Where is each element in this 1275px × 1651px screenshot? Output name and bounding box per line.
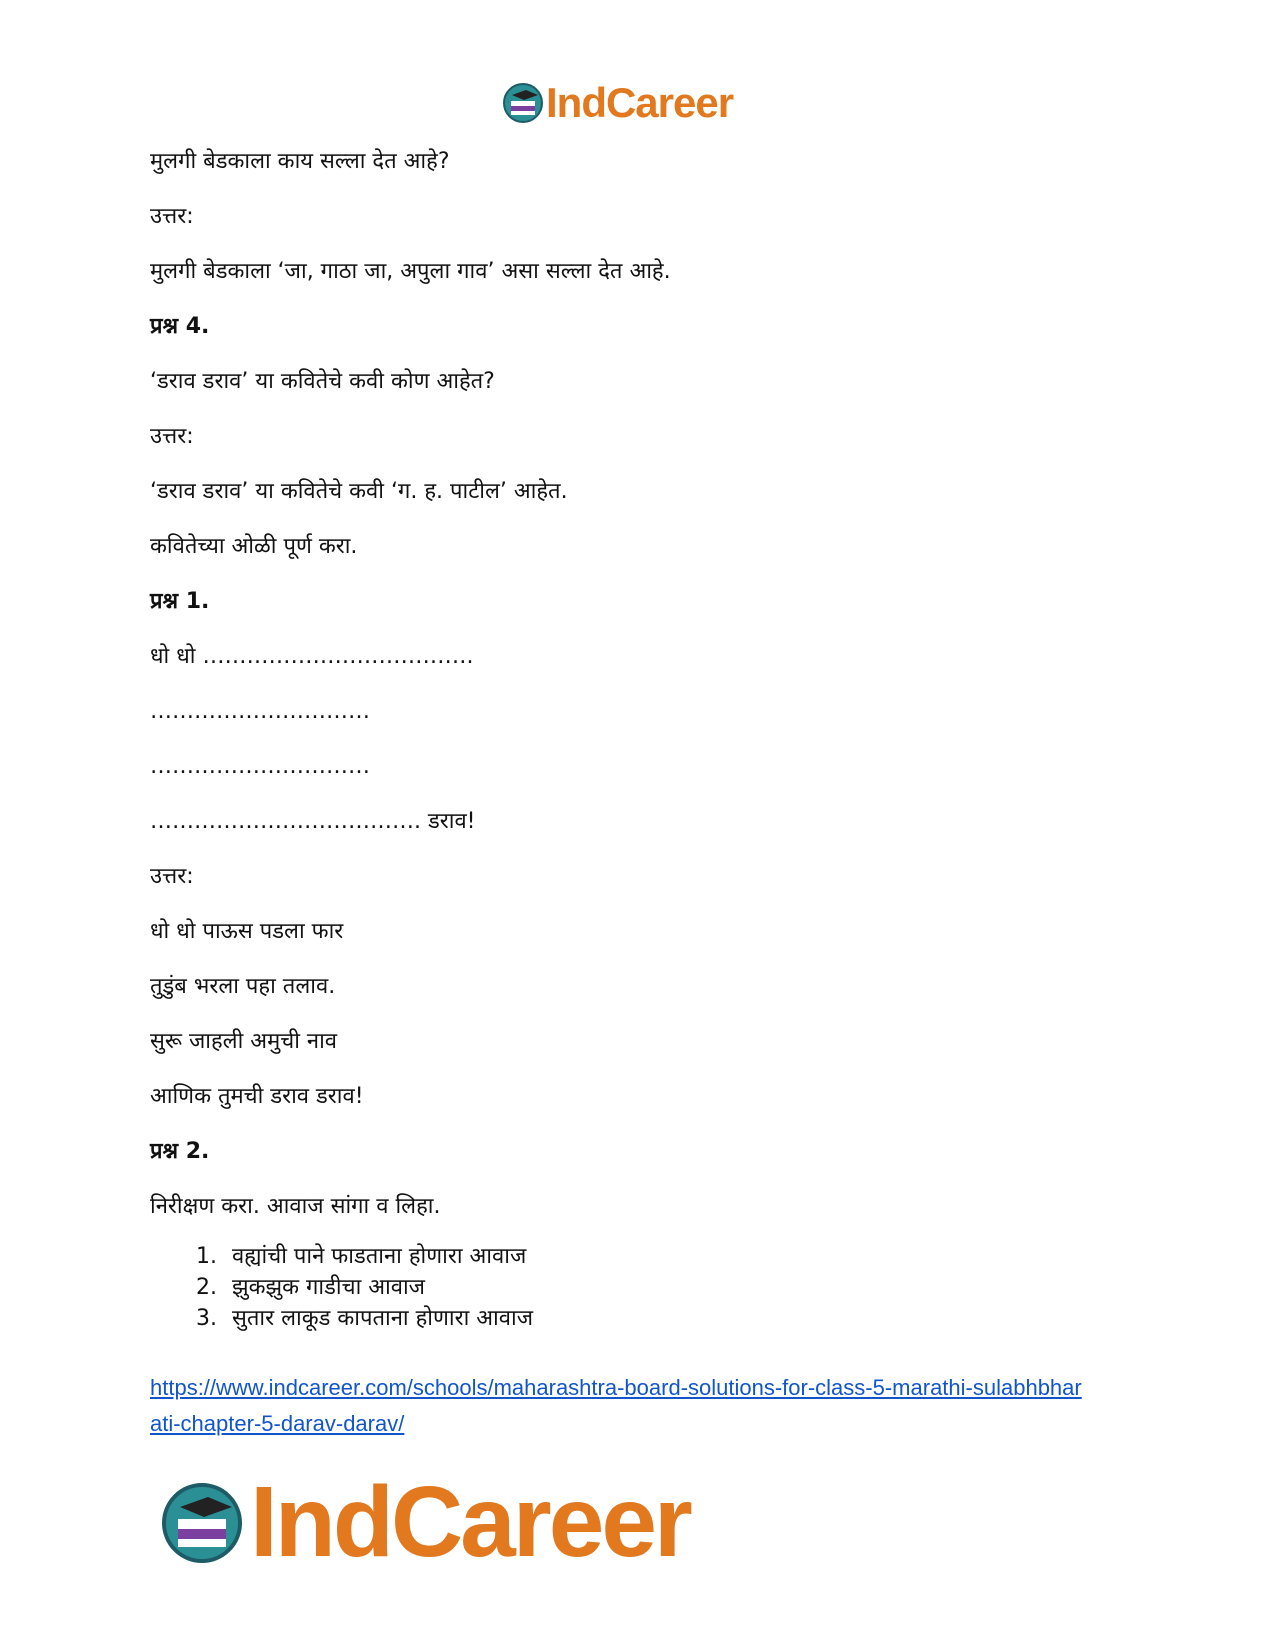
text-line: कवितेच्या ओळी पूर्ण करा. [150,534,358,559]
list-item: 3. सुतार लाकूड कापताना होणारा आवाज [224,1303,1130,1334]
text-line: तुडुंब भरला पहा तलाव. [150,974,336,999]
link-text: ati-chapter-5-darav-darav/ [150,1411,405,1436]
text-line: उत्तर: [150,204,194,229]
numbered-list [150,1241,1130,1334]
question-heading: प्रश्न 2. [150,1139,210,1164]
text-line: ………………………… [150,699,370,724]
text-line: ………………………………. डराव! [150,809,476,834]
question-heading: प्रश्न 1. [150,589,210,614]
question-heading: प्रश्न 4. [150,314,210,339]
graduation-book-globe-icon [160,1481,244,1565]
list-item: 1. वह्यांची पाने फाडताना होणारा आवाज [224,1241,1130,1272]
footer-logo [160,1465,690,1580]
link-text: https://www.indcareer.com/schools/maharashtra-board-solutions-for-class-5-marathi-sulabhbhar [150,1375,1082,1400]
header-logo [502,79,733,127]
text-line: सुरू जाहली अमुची नाव [150,1029,338,1054]
text-line: धो धो पाऊस पडला फार [150,919,344,944]
source-link[interactable] [150,1370,1130,1442]
list-item: 2. झुकझुक गाडीचा आवाज [224,1272,1130,1303]
text-line: ‘डराव डराव’ या कवितेचे कवी कोण आहेत? [150,369,495,394]
text-line: ………………………… [150,754,370,779]
logo-text: IndCareer [250,1466,690,1578]
text-line: उत्तर: [150,864,194,889]
logo-text: IndCareer [546,79,734,126]
document-body [150,145,1130,1442]
text-line: आणिक तुमची डराव डराव! [150,1084,364,1109]
graduation-book-globe-icon [502,82,544,124]
text-line: धो धो ………………………………. [150,644,474,669]
text-line: मुलगी बेडकाला ‘जा, गाठा जा, अपुला गाव’ असा सल्ला देत आहे. [150,259,671,284]
text-line: ‘डराव डराव’ या कवितेचे कवी ‘ग. ह. पाटील’ आहेत. [150,479,568,504]
text-line: उत्तर: [150,424,194,449]
text-line: मुलगी बेडकाला काय सल्ला देत आहे? [150,149,450,174]
text-line: निरीक्षण करा. आवाज सांगा व लिहा. [150,1194,441,1219]
